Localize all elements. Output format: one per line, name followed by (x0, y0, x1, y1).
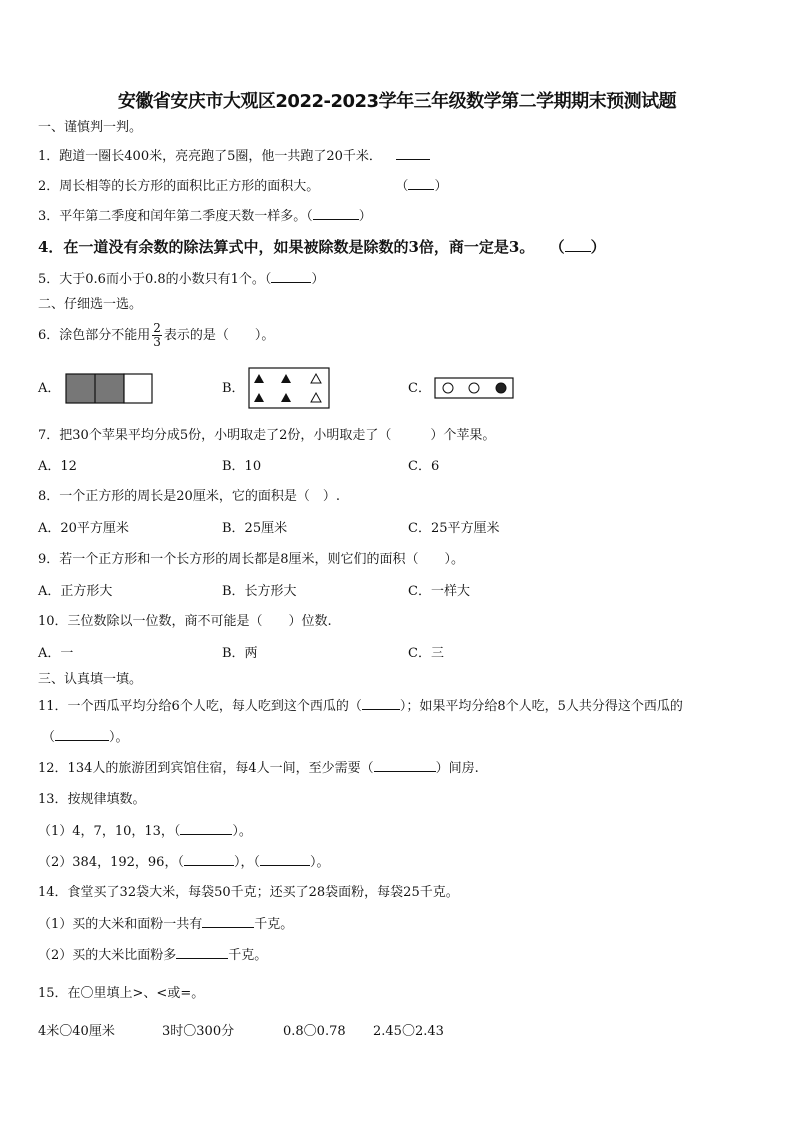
question-14-2: （2）买的大米比面粉多 千克。 (38, 948, 268, 963)
option-6a-label[interactable]: A． (38, 381, 61, 396)
question-11-cont: （ ）。 (42, 730, 129, 745)
question-8: 8．一个正方形的周长是20厘米，它的面积是（ ）. (38, 489, 340, 504)
option-9b[interactable]: B．长方形大 (222, 584, 297, 599)
question-1: 1．跑道一圈长400米，亮亮跑了5圈，他一共跑了20千米． (38, 147, 430, 166)
answer-blank[interactable] (271, 270, 311, 283)
question-13-2: （2）384，192，96，（ ），（ ）。 (38, 855, 330, 870)
answer-blank[interactable] (313, 207, 359, 220)
option-6b-figure[interactable] (248, 367, 330, 409)
option-9a[interactable]: A．正方形大 (38, 584, 113, 599)
answer-blank[interactable] (176, 946, 228, 959)
question-12: 12．134人的旅游团到宾馆住宿，每4人一间，至少需要（ ）间房. (38, 761, 479, 776)
answer-blank[interactable] (565, 239, 591, 252)
option-10a[interactable]: A．一 (38, 646, 74, 661)
question-13: 13．按规律填数。 (38, 792, 146, 807)
option-8c[interactable]: C．25平方厘米 (408, 521, 500, 536)
option-10b[interactable]: B．两 (222, 646, 258, 661)
answer-blank[interactable] (374, 759, 436, 772)
answer-blank[interactable] (184, 853, 234, 866)
answer-blank[interactable] (408, 177, 434, 190)
option-6c-label[interactable]: C． (408, 381, 431, 396)
fraction: $\frac{2}{3}$ (153, 321, 161, 349)
question-5: 5．大于0.6而小于0.8的小数只有1个。（ ） (38, 272, 325, 287)
option-6c-figure[interactable] (434, 377, 514, 399)
answer-blank[interactable] (55, 728, 109, 741)
answer-blank[interactable] (202, 915, 254, 928)
question-9: 9．若一个正方形和一个长方形的周长都是8厘米，则它们的面积（ ）。 (38, 552, 465, 567)
option-8b[interactable]: B．25厘米 (222, 521, 288, 536)
option-7a[interactable]: A．12 (38, 459, 77, 474)
question-10: 10．三位数除以一位数，商不可能是（ ）位数. (38, 614, 332, 629)
question-6: 6．涂色部分不能用 $\frac{2}{3}$ 表示的是（ ）。 (38, 321, 275, 349)
answer-blank[interactable] (180, 822, 232, 835)
answer-blank[interactable] (396, 147, 430, 160)
question-13-1: （1）4，7，10，13，（ ）。 (38, 824, 252, 839)
option-10c[interactable]: C．三 (408, 646, 444, 661)
section-heading-1: 一、谨慎判一判。 (38, 120, 143, 135)
question-3: 3．平年第二季度和闰年第二季度天数一样多。（ ） (38, 209, 372, 224)
page-title: 安徽省安庆市大观区2022-2023学年三年级数学第二学期期末预测试题 (117, 91, 677, 112)
compare-item-4[interactable]: 2.45〇2.43 (373, 1024, 444, 1039)
question-15: 15．在〇里填上>、<或=。 (38, 986, 205, 1001)
option-7b[interactable]: B．10 (222, 459, 262, 474)
option-8a[interactable]: A．20平方厘米 (38, 521, 129, 536)
option-9c[interactable]: C．一样大 (408, 584, 470, 599)
question-14: 14．食堂买了32袋大米，每袋50千克；还买了28袋面粉，每袋25千克。 (38, 885, 459, 900)
compare-item-1[interactable]: 4米〇40厘米 (38, 1024, 115, 1039)
option-6a-figure[interactable] (65, 373, 153, 404)
question-14-1: （1）买的大米和面粉一共有 千克。 (38, 917, 294, 932)
compare-item-3[interactable]: 0.8〇0.78 (283, 1024, 346, 1039)
option-6b-label[interactable]: B． (222, 381, 245, 396)
compare-item-2[interactable]: 3时〇300分 (162, 1024, 235, 1039)
question-11: 11．一个西瓜平均分给6个人吃，每人吃到这个西瓜的（ ）；如果平均分给8个人吃，5人共分得这个西瓜的 (38, 699, 683, 714)
section-heading-2: 二、仔细选一选。 (38, 297, 143, 312)
section-heading-3: 三、认真填一填。 (38, 672, 143, 687)
question-4: 4．在一道没有余数的除法算式中，如果被除数是除数的3倍，商一定是3。 （ ） (38, 238, 606, 256)
answer-blank[interactable] (362, 697, 400, 710)
question-2: 2．周长相等的长方形的面积比正方形的面积大。 （ ） (38, 179, 448, 194)
option-7c[interactable]: C．6 (408, 459, 440, 474)
question-7: 7．把30个苹果平均分成5份，小明取走了2份，小明取走了（ ）个苹果。 (38, 428, 496, 443)
answer-blank[interactable] (260, 853, 310, 866)
